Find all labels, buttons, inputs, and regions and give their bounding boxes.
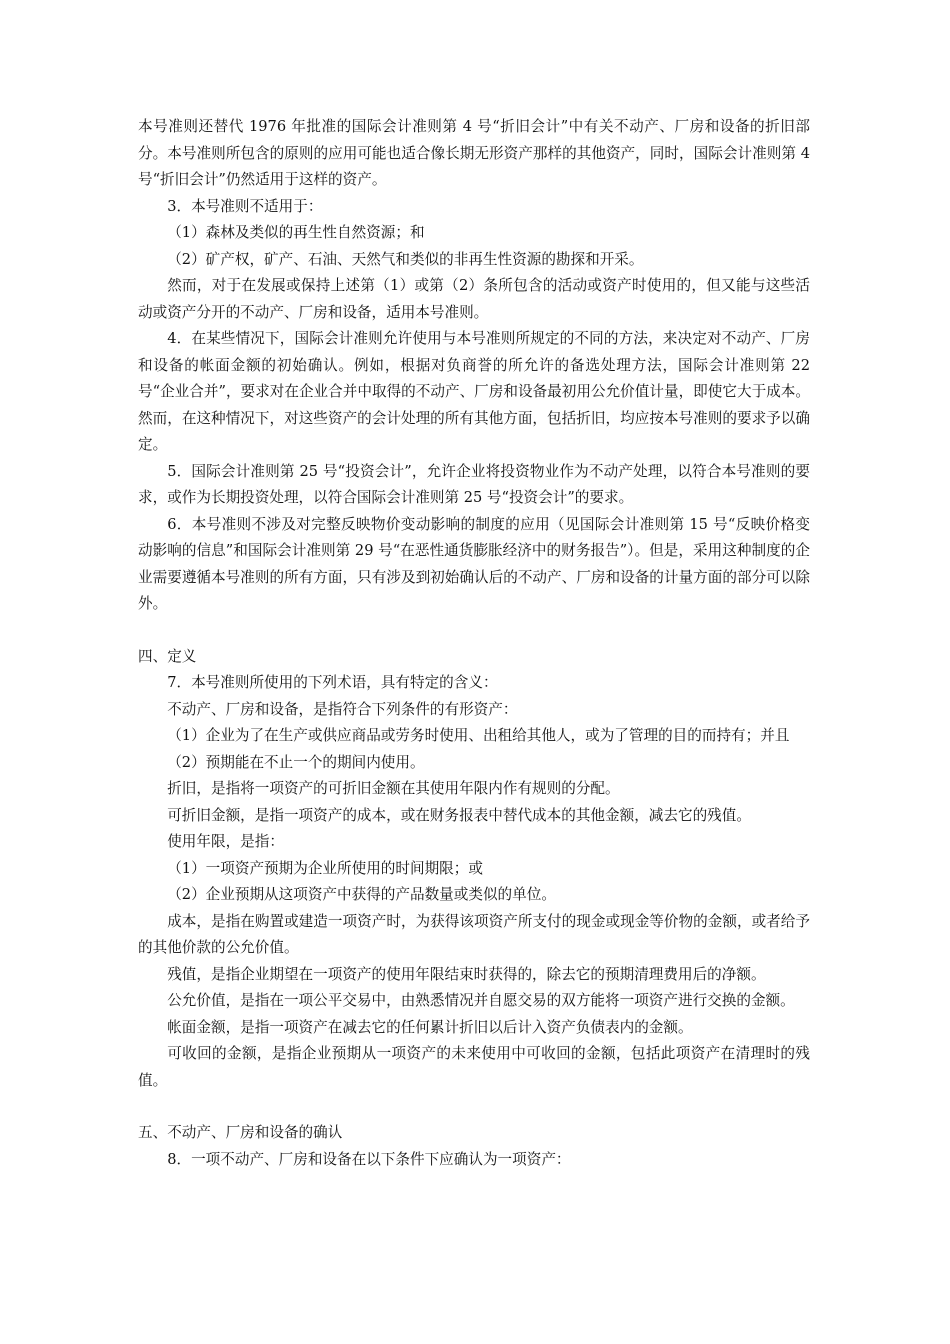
definition-ppe: 不动产、厂房和设备，是指符合下列条件的有形资产： [167, 700, 518, 718]
paragraph-clause-3: 3．本号准则不适用于： [167, 197, 323, 215]
paragraph-clause-6: 6．本号准则不涉及对完整反映物价变动影响的制度的应用（见国际会计准则第 15 号“反映价格变动影响的信息”和国际会计准则第 29 号“在恶性通货膨胀经济中的财务报告”）。但是，采用这种制度的企业需要遵循本号准则的所有方面，只有涉及到初始确认后的不动产、厂房和设备的计量方面的部分可以除外。 [138, 515, 810, 612]
definition-ppe-item-2: （2）预期能在不止一个的期间内使用。 [167, 753, 425, 771]
paragraph-clause-7: 7．本号准则所使用的下列术语，具有特定的含义： [167, 674, 498, 691]
definition-recoverable-amount: 可收回的金额，是指企业预期从一项资产的未来使用中可收回的金额，包括此项资产在清理时的残值。 [138, 1045, 810, 1089]
definition-fair-value: 公允价值，是指在一项公平交易中，由熟悉情况并自愿交易的双方能将一项资产进行交换的金额。 [167, 992, 795, 1009]
definition-residual-value: 残值，是指企业期望在一项资产的使用年限结束时获得的，除去它的预期清理费用后的净额。 [167, 965, 766, 983]
definition-carrying-amount: 帐面金额，是指一项资产在减去它的任何累计折旧以后计入资产负债表内的金额。 [167, 1018, 693, 1036]
definition-useful-life-item-2: （2）企业预期从这项资产中获得的产品数量或类似的单位。 [167, 886, 556, 903]
paragraph-clause-3-note: 然而，对于在发展或保持上述第（1）或第（2）条所包含的活动或资产时使用的，但又能与这些活动或资产分开的不动产、厂房和设备，适用本号准则。 [138, 277, 810, 321]
paragraph-clause-3-item-1: （1）森林及类似的再生性自然资源；和 [167, 224, 425, 241]
paragraph-clause-3-item-2: （2）矿产权，矿产、石油、天然气和类似的非再生性资源的勘探和开采。 [167, 250, 644, 268]
paragraph-clause-4: 4．在某些情况下，国际会计准则允许使用与本号准则所规定的不同的方法，来决定对不动产、厂房和设备的帐面金额的初始确认。例如，根据对负商誉的所允许的备选处理方法，国际会计准则第 22 号“企业合并”，要求对在企业合并中取得的不动产、厂房和设备最初用公允价值计量，即使它大于成本。然而，在这种情况下，对这些资产的会计处理的所有其他方面，包括折旧，均应按本号准则的要求予以确定。 [138, 330, 810, 453]
paragraph-intro: 本号准则还替代 1976 年批准的国际会计准则第 4 号“折旧会计”中有关不动产、厂房和设备的折旧部分。本号准则所包含的原则的应用可能也适合像长期无形资产那样的其他资产，同时，国际会计准则第 4 号“折旧会计”仍然适用于这样的资产。 [138, 118, 810, 188]
definition-useful-life-item-1: （1）一项资产预期为企业所使用的时间期限；或 [167, 859, 483, 877]
definition-ppe-item-1: （1）企业为了在生产或供应商品或劳务时使用、出租给其他人，或为了管理的目的而持有；并且 [167, 727, 790, 744]
definition-depreciation: 折旧，是指将一项资产的可折旧金额在其使用年限内作有规则的分配。 [167, 780, 620, 797]
definition-cost: 成本，是指在购置或建造一项资产时，为获得该项资产所支付的现金或现金等价物的金额，或者给予的其他价款的公允价值。 [138, 912, 810, 956]
paragraph-clause-5: 5．国际会计准则第 25 号“投资会计”，允许企业将投资物业作为不动产处理，以符合本号准则的要求，或作为长期投资处理，以符合国际会计准则第 25 号“投资会计”的要求。 [138, 462, 810, 506]
section-heading-definitions: 四、定义 [138, 647, 197, 665]
document-page [138, 114, 810, 1173]
section-heading-recognition: 五、不动产、厂房和设备的确认 [138, 1124, 343, 1141]
definition-useful-life: 使用年限，是指： [167, 833, 284, 850]
definition-depreciable-amount: 可折旧金额，是指一项资产的成本，或在财务报表中替代成本的其他金额，减去它的残值。 [167, 806, 751, 824]
paragraph-clause-8: 8．一项不动产、厂房和设备在以下条件下应确认为一项资产： [167, 1150, 571, 1168]
